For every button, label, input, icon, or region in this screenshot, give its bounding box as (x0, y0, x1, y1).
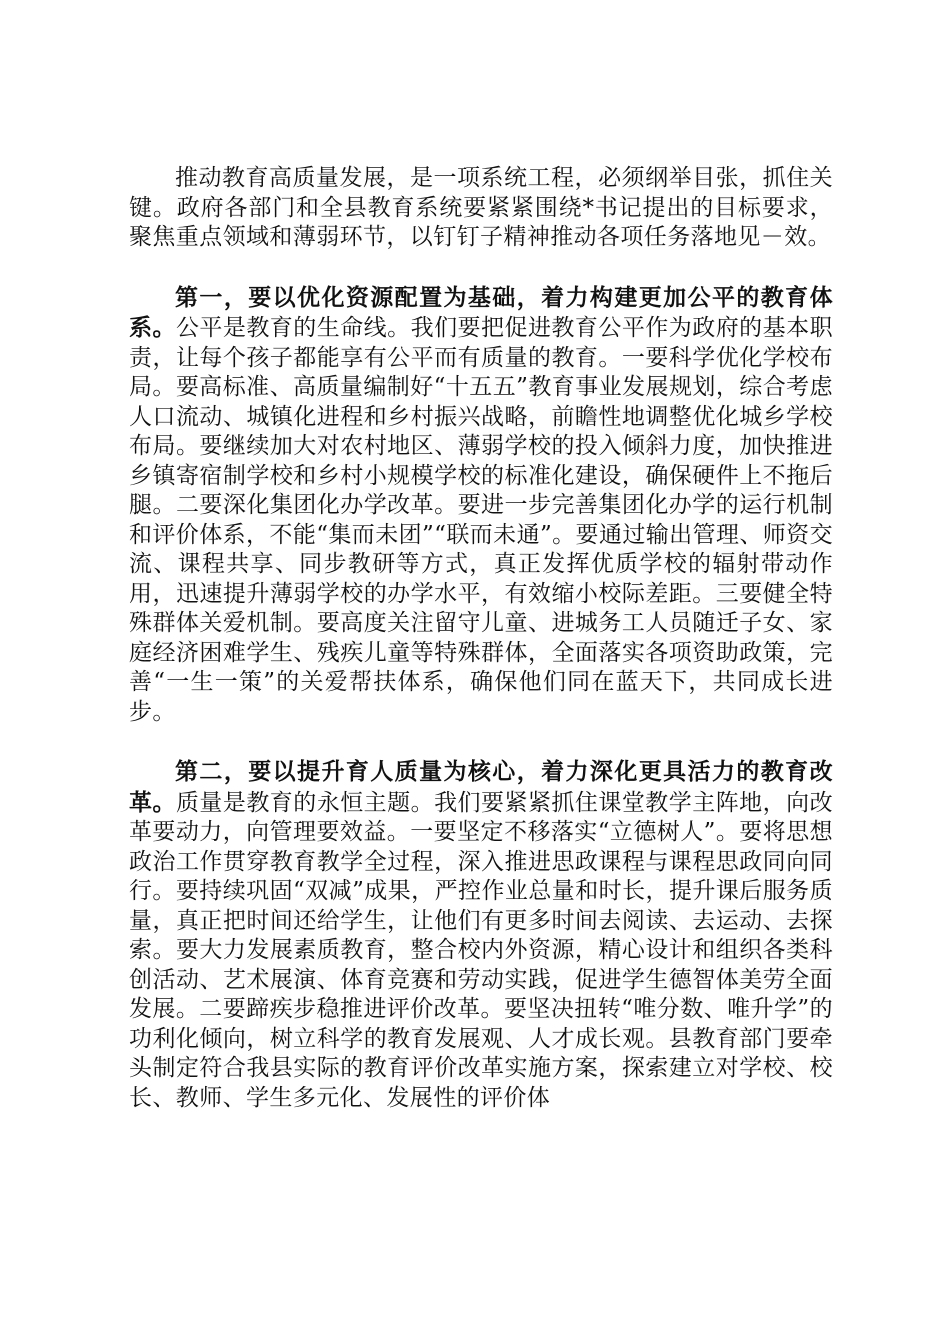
paragraph-lead: 第二，要以提升育人质量为核心，着力深化更具活力的教育改革。 (129, 758, 833, 816)
paragraph-intro (129, 163, 833, 253)
paragraph-second-point (129, 757, 833, 1113)
paragraph-body: 公平是教育的生命线。我们要把促进教育公平作为政府的基本职责，让每个孩子都能享有公平而有质量的教育。一要科学优化学校布局。要高标准、高质量编制好“十五五”教育事业发展规划，综合考虑人口流动、城镇化进程和乡村振兴战略，前瞻性地调整优化城乡学校布局。要继续加大对农村地区、薄弱学校的投入倾斜力度，加快推进乡镇寄宿制学校和乡村小规模学校的标准化建设，确保硬件上不拖后腿。二要深化集团化办学改革。要进一步完善集团化办学的运行机制和评价体系，不能“集而未团”“联而未通”。要通过输出管理、师资交流、课程共享、同步教研等方式，真正发挥优质学校的辐射带动作用，迅速提升薄弱学校的办学水平，有效缩小校际差距。三要健全特殊群体关爱机制。要高度关注留守儿童、进城务工人员随迁子女、家庭经济困难学生、残疾儿童等特殊群体，全面落实各项资助政策，完善“一生一策”的关爱帮扶体系，确保他们同在蓝天下，共同成长进步。 (129, 315, 833, 725)
paragraph-lead: 第一，要以优化资源配置为基础，着力构建更加公平的教育体系。 (129, 283, 833, 341)
paragraph-first-point (129, 283, 833, 728)
document-page (129, 163, 833, 1113)
paragraph-body: 推动教育高质量发展，是一项系统工程，必须纲举目张，抓住关键。政府各部门和全县教育系统要紧紧围绕*书记提出的目标要求，聚焦重点领域和薄弱环节，以钉钉子精神推动各项任务落地见－效。 (129, 165, 833, 250)
paragraph-body: 质量是教育的永恒主题。我们要紧紧抓住课堂教学主阵地，向改革要动力，向管理要效益。一要坚定不移落实“立德树人”。要将思想政治工作贯穿教育教学全过程，深入推进思政课程与课程思政同向同行。要持续巩固“双减”成果，严控作业总量和时长，提升课后服务质量，真正把时间还给学生，让他们有更多时间去阅读、去运动、去探索。要大力发展素质教育，整合校内外资源，精心设计和组织各类科创活动、艺术展演、体育竞赛和劳动实践，促进学生德智体美劳全面发展。二要蹄疾步稳推进评价改革。要坚决扭转“唯分数、唯升学”的功利化倾向，树立科学的教育发展观、人才成长观。县教育部门要牵头制定符合我县实际的教育评价改革实施方案，探索建立对学校、校长、教师、学生多元化、发展性的评价体 (129, 789, 833, 1111)
